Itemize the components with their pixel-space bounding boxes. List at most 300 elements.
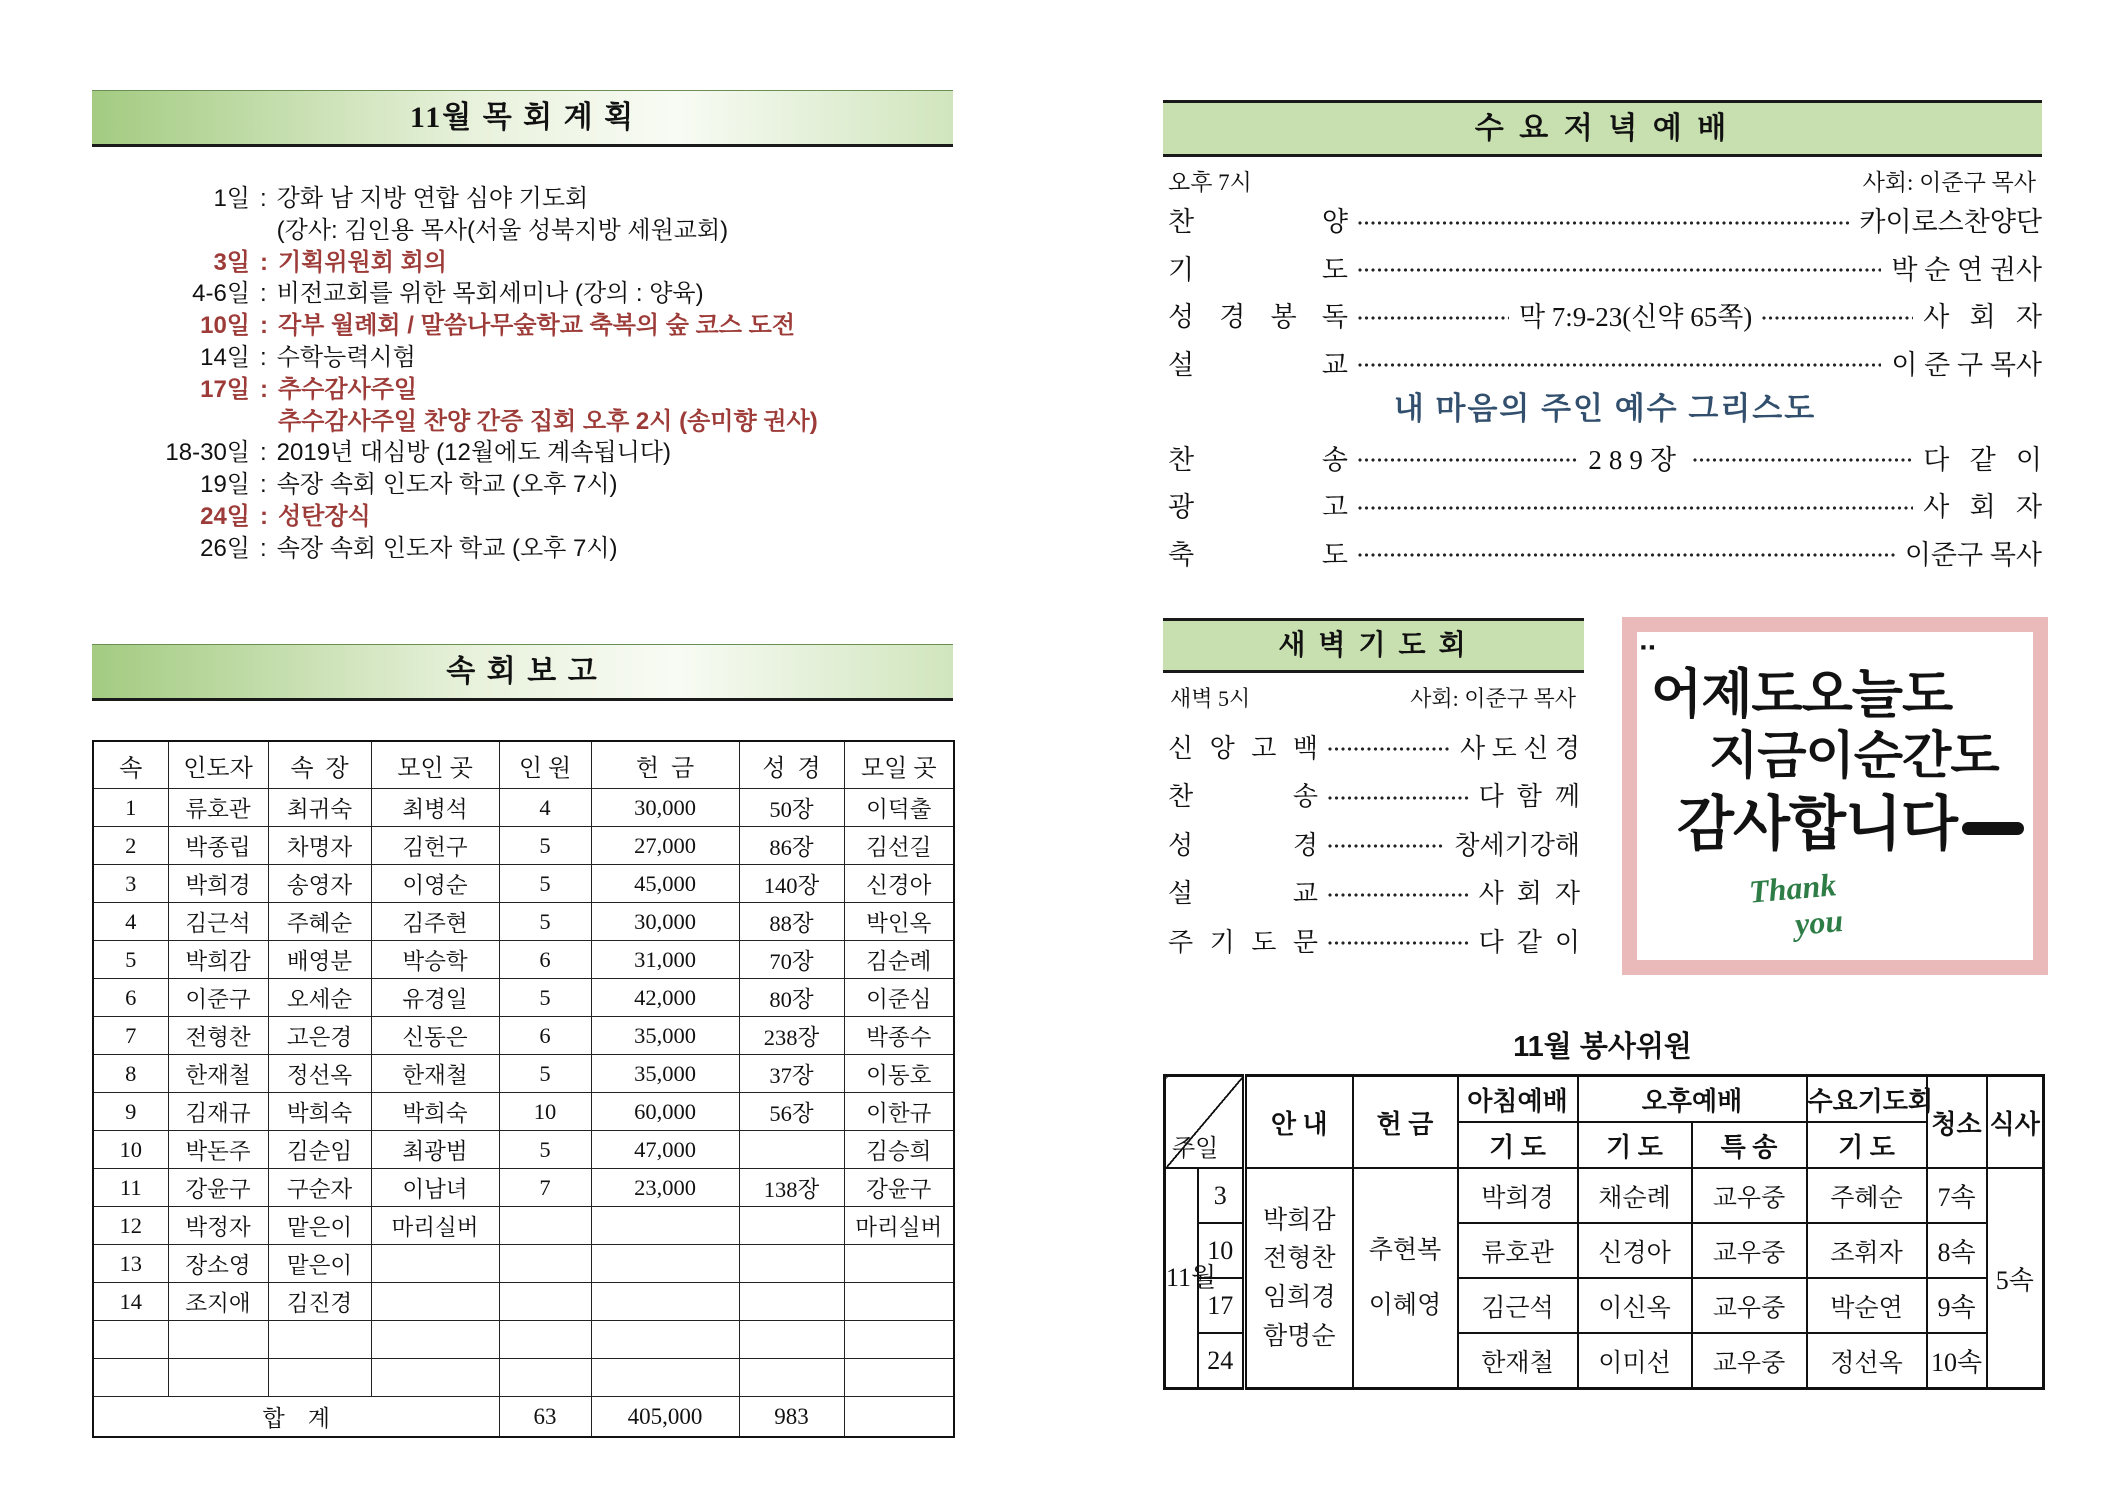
report-cell: 이남녀	[371, 1169, 499, 1207]
report-cell	[739, 1207, 844, 1245]
report-cell: 한재철	[168, 1055, 268, 1093]
service-header-row-1	[1165, 1076, 2044, 1123]
report-empty-cell	[739, 1359, 844, 1397]
service-special-song-cell: 교우중	[1692, 1168, 1807, 1223]
report-cell: 김진경	[268, 1283, 371, 1321]
plan-item-text: 추수감사주일 찬양 간증 집회 오후 2시 (송미향 권사)	[278, 407, 818, 435]
service-col-cleaning: 청소	[1927, 1076, 1987, 1169]
label-char: 성	[1168, 830, 1194, 860]
service-am-prayer-cell: 김근석	[1458, 1278, 1578, 1333]
report-row	[93, 1017, 954, 1055]
report-cell: 70장	[739, 941, 844, 979]
report-total-cell: 405,000	[591, 1397, 739, 1438]
report-cell: 이준심	[844, 979, 954, 1017]
report-cell: 송영자	[268, 865, 371, 903]
plan-item	[118, 469, 948, 501]
report-cell: 31,000	[591, 941, 739, 979]
dawn-title: 새 벽 기 도 회	[1278, 630, 1469, 661]
worship-item-label	[1168, 728, 1318, 765]
plan-item	[118, 501, 948, 533]
report-cell: 고은경	[268, 1017, 371, 1055]
label-char: 양	[1321, 207, 1348, 238]
worship-row	[1168, 916, 1580, 965]
report-cell: 5	[499, 1131, 591, 1169]
service-am-prayer-cell: 한재철	[1458, 1333, 1578, 1389]
report-cell	[739, 1283, 844, 1321]
report-cell	[739, 1245, 844, 1283]
label-char: 경	[1219, 302, 1246, 333]
thank-you-text-1: Thank	[1747, 866, 1838, 910]
report-cell: 60,000	[591, 1093, 739, 1131]
service-pm-prayer-cell: 이미선	[1578, 1333, 1692, 1389]
worship-item-label	[1168, 922, 1318, 959]
report-header-cell: 헌 금	[591, 741, 739, 789]
plan-item-text: 기획위원회 회의	[278, 248, 447, 276]
service-day-cell: 10	[1198, 1223, 1245, 1278]
report-cell: 7	[93, 1017, 168, 1055]
plan-item-colon: :	[260, 534, 267, 562]
report-cell: 구순자	[268, 1169, 371, 1207]
service-committee-title: 11월 봉사위원	[1513, 1031, 1692, 1063]
report-cell	[844, 1283, 954, 1321]
label-char: 축	[1168, 539, 1195, 570]
report-cell: 140장	[739, 865, 844, 903]
worship-item-value: 사 회 자	[1923, 492, 2042, 523]
plan-item-date: 3일	[213, 248, 250, 276]
report-cell: 신경아	[844, 865, 954, 903]
report-cell	[371, 1245, 499, 1283]
report-cell: 37장	[739, 1055, 844, 1093]
label-char: 찬	[1168, 782, 1194, 812]
worship-row	[1168, 291, 2042, 339]
report-total-label: 합 계	[93, 1397, 499, 1438]
service-day-cell: 3	[1198, 1168, 1245, 1223]
plan-item	[118, 533, 948, 565]
plan-item-date: 4-6일	[192, 280, 250, 308]
service-wed-prayer-cell: 정선옥	[1807, 1333, 1927, 1389]
report-section-header	[92, 644, 953, 701]
service-col-offering: 헌 금	[1353, 1076, 1458, 1169]
label-char: 찬	[1168, 207, 1195, 238]
report-cell: 45,000	[591, 865, 739, 903]
service-am-prayer-cell: 류호관	[1458, 1223, 1578, 1278]
label-char: 교	[1292, 879, 1318, 909]
report-header-cell: 인 원	[499, 741, 591, 789]
report-empty-row	[93, 1321, 954, 1359]
label-char: 설	[1168, 349, 1195, 380]
label-char: 앙	[1209, 733, 1235, 763]
worship-item-label	[1168, 825, 1318, 862]
report-cell: 1	[93, 789, 168, 827]
plan-item	[118, 215, 948, 247]
worship-row	[1168, 244, 2042, 292]
report-cell: 김승희	[844, 1131, 954, 1169]
plan-item-colon: :	[260, 280, 267, 308]
worship-item-value: 카이로스찬양단	[1859, 207, 2042, 238]
service-col-wednesday: 수요기도회	[1807, 1076, 1927, 1123]
plan-item-text: 비전교회를 위한 목회세미나 (강의 : 양육)	[276, 280, 704, 308]
service-col-meal: 식사	[1987, 1076, 2044, 1169]
report-cell: 박종수	[844, 1017, 954, 1055]
plan-item-text: 각부 월례회 / 말씀나무숲학교 축복의 숲 코스 도전	[278, 312, 796, 340]
report-cell: 오세순	[268, 979, 371, 1017]
report-cell: 23,000	[591, 1169, 739, 1207]
thank-you-text-2: you	[1793, 901, 1845, 943]
plan-item-colon: :	[260, 248, 268, 276]
dawn-mc: 사회: 이준구 목사	[1410, 686, 1576, 711]
report-cell: 유경일	[371, 979, 499, 1017]
report-row	[93, 903, 954, 941]
report-cell: 김순임	[268, 1131, 371, 1169]
report-cell: 4	[499, 789, 591, 827]
report-cell: 6	[499, 1017, 591, 1055]
report-cell: 김근석	[168, 903, 268, 941]
report-empty-cell	[168, 1321, 268, 1359]
report-cell: 박승학	[371, 941, 499, 979]
report-cell: 238장	[739, 1017, 844, 1055]
worship-row	[1168, 196, 2042, 244]
report-cell: 맡은이	[268, 1207, 371, 1245]
calligraphy-line3	[1677, 776, 2033, 861]
dotted-leader	[1358, 553, 1895, 557]
report-empty-cell	[93, 1321, 168, 1359]
dotted-leader	[1358, 268, 1881, 272]
service-row	[1165, 1168, 2044, 1223]
report-cell: 14	[93, 1283, 168, 1321]
plan-item-text: 수학능력시험	[276, 343, 416, 371]
label-char: 독	[1321, 302, 1348, 333]
report-cell: 김주현	[371, 903, 499, 941]
report-cell: 김헌구	[371, 827, 499, 865]
report-row	[93, 1169, 954, 1207]
report-cell: 강윤구	[844, 1169, 954, 1207]
service-col-usher: 안 내	[1245, 1076, 1353, 1169]
usher-name: 임희경	[1263, 1283, 1336, 1311]
report-row	[93, 827, 954, 865]
report-cell: 27,000	[591, 827, 739, 865]
plan-item	[118, 183, 948, 215]
report-empty-cell	[591, 1359, 739, 1397]
dawn-section-header	[1163, 618, 1584, 673]
worship-item-value: 이 준 구 목사	[1891, 349, 2042, 380]
usher-name: 박희감	[1263, 1205, 1336, 1234]
report-cell: 8	[93, 1055, 168, 1093]
service-corner-label: 주일	[1172, 1136, 1219, 1162]
worship-row	[1168, 481, 2042, 529]
report-empty-cell	[499, 1359, 591, 1397]
report-cell: 9	[93, 1093, 168, 1131]
report-row	[93, 1055, 954, 1093]
thanksgiving-calligraphy-image	[1622, 617, 2048, 975]
report-cell: 류호관	[168, 789, 268, 827]
plan-item-text: (강사: 김인용 목사(서울 성북지방 세원교회)	[276, 216, 729, 244]
plan-item-colon: :	[260, 439, 267, 467]
worship-item-detail: 289장	[1588, 444, 1683, 475]
plan-item-date: 19일	[200, 471, 250, 499]
label-char: 도	[1251, 927, 1277, 957]
report-cell: 박희감	[168, 941, 268, 979]
service-meal-cell: 5속	[1987, 1168, 2044, 1389]
report-total-row	[93, 1397, 954, 1438]
report-header-cell: 속 장	[268, 741, 371, 789]
report-cell: 이한규	[844, 1093, 954, 1131]
service-sub-wed-prayer: 기 도	[1807, 1122, 1927, 1168]
plan-item	[118, 278, 948, 310]
worship-row	[1168, 529, 2042, 577]
report-cell: 6	[93, 979, 168, 1017]
service-pm-prayer-cell: 채순례	[1578, 1168, 1692, 1223]
label-char: 도	[1321, 539, 1348, 570]
report-cell: 35,000	[591, 1055, 739, 1093]
label-char: 송	[1292, 782, 1318, 812]
dotted-leader	[1328, 796, 1469, 800]
service-wed-prayer-cell: 박순연	[1807, 1278, 1927, 1333]
label-char: 백	[1292, 733, 1318, 763]
report-cell: 56장	[739, 1093, 844, 1131]
report-cell: 박희숙	[268, 1093, 371, 1131]
report-header-cell: 모인 곳	[371, 741, 499, 789]
report-cell: 박돈주	[168, 1131, 268, 1169]
worship-row	[1168, 434, 2042, 482]
label-char: 설	[1168, 879, 1194, 909]
plan-item-colon: :	[260, 312, 268, 340]
dotted-leader	[1358, 458, 1578, 462]
service-day-cell: 24	[1198, 1333, 1245, 1389]
report-row	[93, 1207, 954, 1245]
calligraphy-line2: 지금이순간도	[1709, 727, 1999, 784]
report-cell: 7	[499, 1169, 591, 1207]
report-row	[93, 979, 954, 1017]
report-header-cell: 모일 곳	[844, 741, 954, 789]
report-cell: 마리실버	[371, 1207, 499, 1245]
report-cell	[371, 1283, 499, 1321]
service-sub-am-prayer: 기 도	[1458, 1122, 1578, 1168]
report-cell: 이덕출	[844, 789, 954, 827]
report-cell: 5	[499, 865, 591, 903]
report-cell	[591, 1207, 739, 1245]
report-cell: 강윤구	[168, 1169, 268, 1207]
plan-item	[118, 374, 948, 406]
service-cleaning-cell: 9속	[1927, 1278, 1987, 1333]
offering-counter-name: 이혜영	[1368, 1291, 1442, 1319]
report-cell: 5	[499, 1055, 591, 1093]
worship-item-label	[1168, 776, 1318, 813]
report-header-cell: 속	[93, 741, 168, 789]
report-cell: 5	[499, 903, 591, 941]
label-char: 송	[1321, 444, 1348, 475]
report-row	[93, 865, 954, 903]
dotted-leader	[1358, 363, 1881, 367]
worship-item-value: 이준구 목사	[1904, 539, 2042, 570]
wednesday-rows-bottom	[1168, 434, 2042, 577]
report-header-cell: 성 경	[739, 741, 844, 789]
service-pm-prayer-cell: 신경아	[1578, 1223, 1692, 1278]
service-corner-cell	[1165, 1076, 1245, 1169]
report-cell: 신동은	[371, 1017, 499, 1055]
report-title: 속 회 보 고	[446, 655, 599, 688]
report-cell	[739, 1131, 844, 1169]
plan-item-date: 17일	[200, 375, 250, 403]
wednesday-order-list	[1168, 196, 2042, 576]
plan-item	[118, 310, 948, 342]
report-cell: 박인옥	[844, 903, 954, 941]
wednesday-time: 오후 7시	[1168, 170, 1252, 195]
report-cell: 최병석	[371, 789, 499, 827]
calligraphy-line1: ¨ 어제도오늘도	[1651, 652, 1952, 728]
report-cell: 박희경	[168, 865, 268, 903]
class-report-table	[92, 740, 955, 1438]
report-cell: 김재규	[168, 1093, 268, 1131]
report-cell: 5	[93, 941, 168, 979]
report-cell: 마리실버	[844, 1207, 954, 1245]
sermon-title: 내 마음의 주인 예수 그리스도	[1393, 391, 1817, 426]
service-cleaning-cell: 10속	[1927, 1333, 1987, 1389]
report-empty-cell	[371, 1321, 499, 1359]
plan-item-colon: :	[260, 471, 267, 499]
calligraphy-line3-text: 감사합니다	[1677, 791, 1957, 857]
report-cell: 4	[93, 903, 168, 941]
report-cell: 5	[499, 827, 591, 865]
dawn-order-list	[1168, 722, 1580, 965]
report-cell: 35,000	[591, 1017, 739, 1055]
label-char: 기	[1168, 254, 1195, 285]
plan-item-text: 강화 남 지방 연합 심야 기도회	[276, 185, 589, 212]
service-sub-pm-prayer: 기 도	[1578, 1122, 1692, 1168]
report-cell: 박희숙	[371, 1093, 499, 1131]
dotted-leader	[1358, 506, 1913, 510]
report-cell: 10	[499, 1093, 591, 1131]
dawn-time: 새벽 5시	[1170, 686, 1251, 711]
plan-item	[118, 406, 948, 438]
worship-row	[1168, 722, 1580, 771]
report-empty-cell	[371, 1359, 499, 1397]
wednesday-meta	[1168, 164, 2036, 197]
worship-item-label	[1168, 438, 1348, 477]
report-cell: 11	[93, 1169, 168, 1207]
service-offering-cell	[1353, 1168, 1458, 1389]
plan-item-text: 속장 속회 인도자 학교 (오후 7시)	[276, 471, 618, 499]
plan-item-date: 10일	[200, 312, 250, 340]
report-empty-cell	[268, 1321, 371, 1359]
report-cell: 차명자	[268, 827, 371, 865]
worship-item-value: 다 같 이	[1478, 927, 1580, 957]
plan-item-text: 2019년 대심방 (12월에도 계속됩니다)	[276, 439, 671, 467]
report-cell	[844, 1245, 954, 1283]
report-empty-cell	[844, 1359, 954, 1397]
plan-item	[118, 342, 948, 374]
report-empty-cell	[844, 1321, 954, 1359]
report-row	[93, 1093, 954, 1131]
plan-item	[118, 437, 948, 469]
plan-item-text: 속장 속회 인도자 학교 (오후 7시)	[276, 534, 618, 562]
wednesday-mc: 사회: 이준구 목사	[1862, 170, 2036, 195]
label-char: 주	[1168, 927, 1194, 957]
report-total-cell	[844, 1397, 954, 1438]
dotted-leader	[1358, 316, 1509, 320]
report-cell: 한재철	[371, 1055, 499, 1093]
plan-item	[118, 247, 948, 279]
report-cell: 47,000	[591, 1131, 739, 1169]
plan-item-text: 추수감사주일	[278, 375, 418, 403]
label-char: 봉	[1270, 302, 1297, 333]
plan-list	[118, 183, 948, 565]
worship-item-label	[1168, 533, 1348, 572]
offering-counter-name: 추현복	[1368, 1236, 1442, 1264]
worship-item-label	[1168, 200, 1348, 239]
report-cell	[591, 1245, 739, 1283]
plan-item-date: 14일	[200, 343, 250, 371]
service-month-cell: 11월	[1165, 1168, 1198, 1389]
report-cell: 2	[93, 827, 168, 865]
usher-name: 함명순	[1263, 1321, 1336, 1350]
worship-item-detail: 막 7:9-23(신약 65쪽)	[1518, 302, 1753, 333]
service-committee-table	[1163, 1074, 2045, 1390]
dotted-leader	[1762, 316, 1913, 320]
plan-item-text: 성탄장식	[278, 502, 371, 530]
plan-title: 11월 목 회 계 획	[409, 101, 636, 134]
wednesday-title: 수 요 저 녁 예 배	[1474, 112, 1731, 145]
report-cell: 이준구	[168, 979, 268, 1017]
worship-row	[1168, 868, 1580, 917]
report-cell: 86장	[739, 827, 844, 865]
service-day-cell: 17	[1198, 1278, 1245, 1333]
report-empty-cell	[499, 1321, 591, 1359]
report-cell: 13	[93, 1245, 168, 1283]
plan-item-colon: :	[260, 185, 267, 212]
report-cell: 최귀숙	[268, 789, 371, 827]
report-empty-cell	[168, 1359, 268, 1397]
worship-item-value: 사 회 자	[1478, 879, 1580, 909]
report-cell: 138장	[739, 1169, 844, 1207]
service-special-song-cell: 교우중	[1692, 1333, 1807, 1389]
report-cell: 88장	[739, 903, 844, 941]
plan-item-date: 1일	[213, 185, 250, 212]
report-cell: 박종립	[168, 827, 268, 865]
label-char: 경	[1292, 830, 1318, 860]
report-cell	[499, 1207, 591, 1245]
report-cell: 30,000	[591, 903, 739, 941]
label-char: 교	[1321, 349, 1348, 380]
calligraphy-inner	[1637, 632, 2033, 960]
report-cell: 이동호	[844, 1055, 954, 1093]
service-pm-prayer-cell: 이신옥	[1578, 1278, 1692, 1333]
report-empty-cell	[591, 1321, 739, 1359]
usher-name: 전형찬	[1263, 1244, 1336, 1273]
report-cell: 12	[93, 1207, 168, 1245]
service-special-song-cell: 교우중	[1692, 1223, 1807, 1278]
worship-item-value: 박 순 연 권사	[1891, 254, 2042, 285]
report-cell: 전형찬	[168, 1017, 268, 1055]
report-cell	[499, 1245, 591, 1283]
report-total-cell: 983	[739, 1397, 844, 1438]
dotted-leader	[1328, 747, 1450, 751]
wednesday-rows-top	[1168, 196, 2042, 386]
dotted-leader	[1328, 844, 1444, 848]
report-cell	[591, 1283, 739, 1321]
report-cell: 30,000	[591, 789, 739, 827]
service-am-prayer-cell: 박희경	[1458, 1168, 1578, 1223]
label-char: 문	[1292, 927, 1318, 957]
service-col-afternoon: 오후예배	[1578, 1076, 1807, 1123]
label-char: 광	[1168, 492, 1195, 523]
brush-dash	[1962, 822, 2024, 835]
worship-item-value: 다 같 이	[1923, 444, 2042, 475]
report-total-cell: 63	[499, 1397, 591, 1438]
dotted-leader	[1693, 458, 1913, 462]
plan-section-header	[92, 90, 953, 147]
report-cell: 조지애	[168, 1283, 268, 1321]
plan-item-date: 18-30일	[165, 439, 250, 467]
